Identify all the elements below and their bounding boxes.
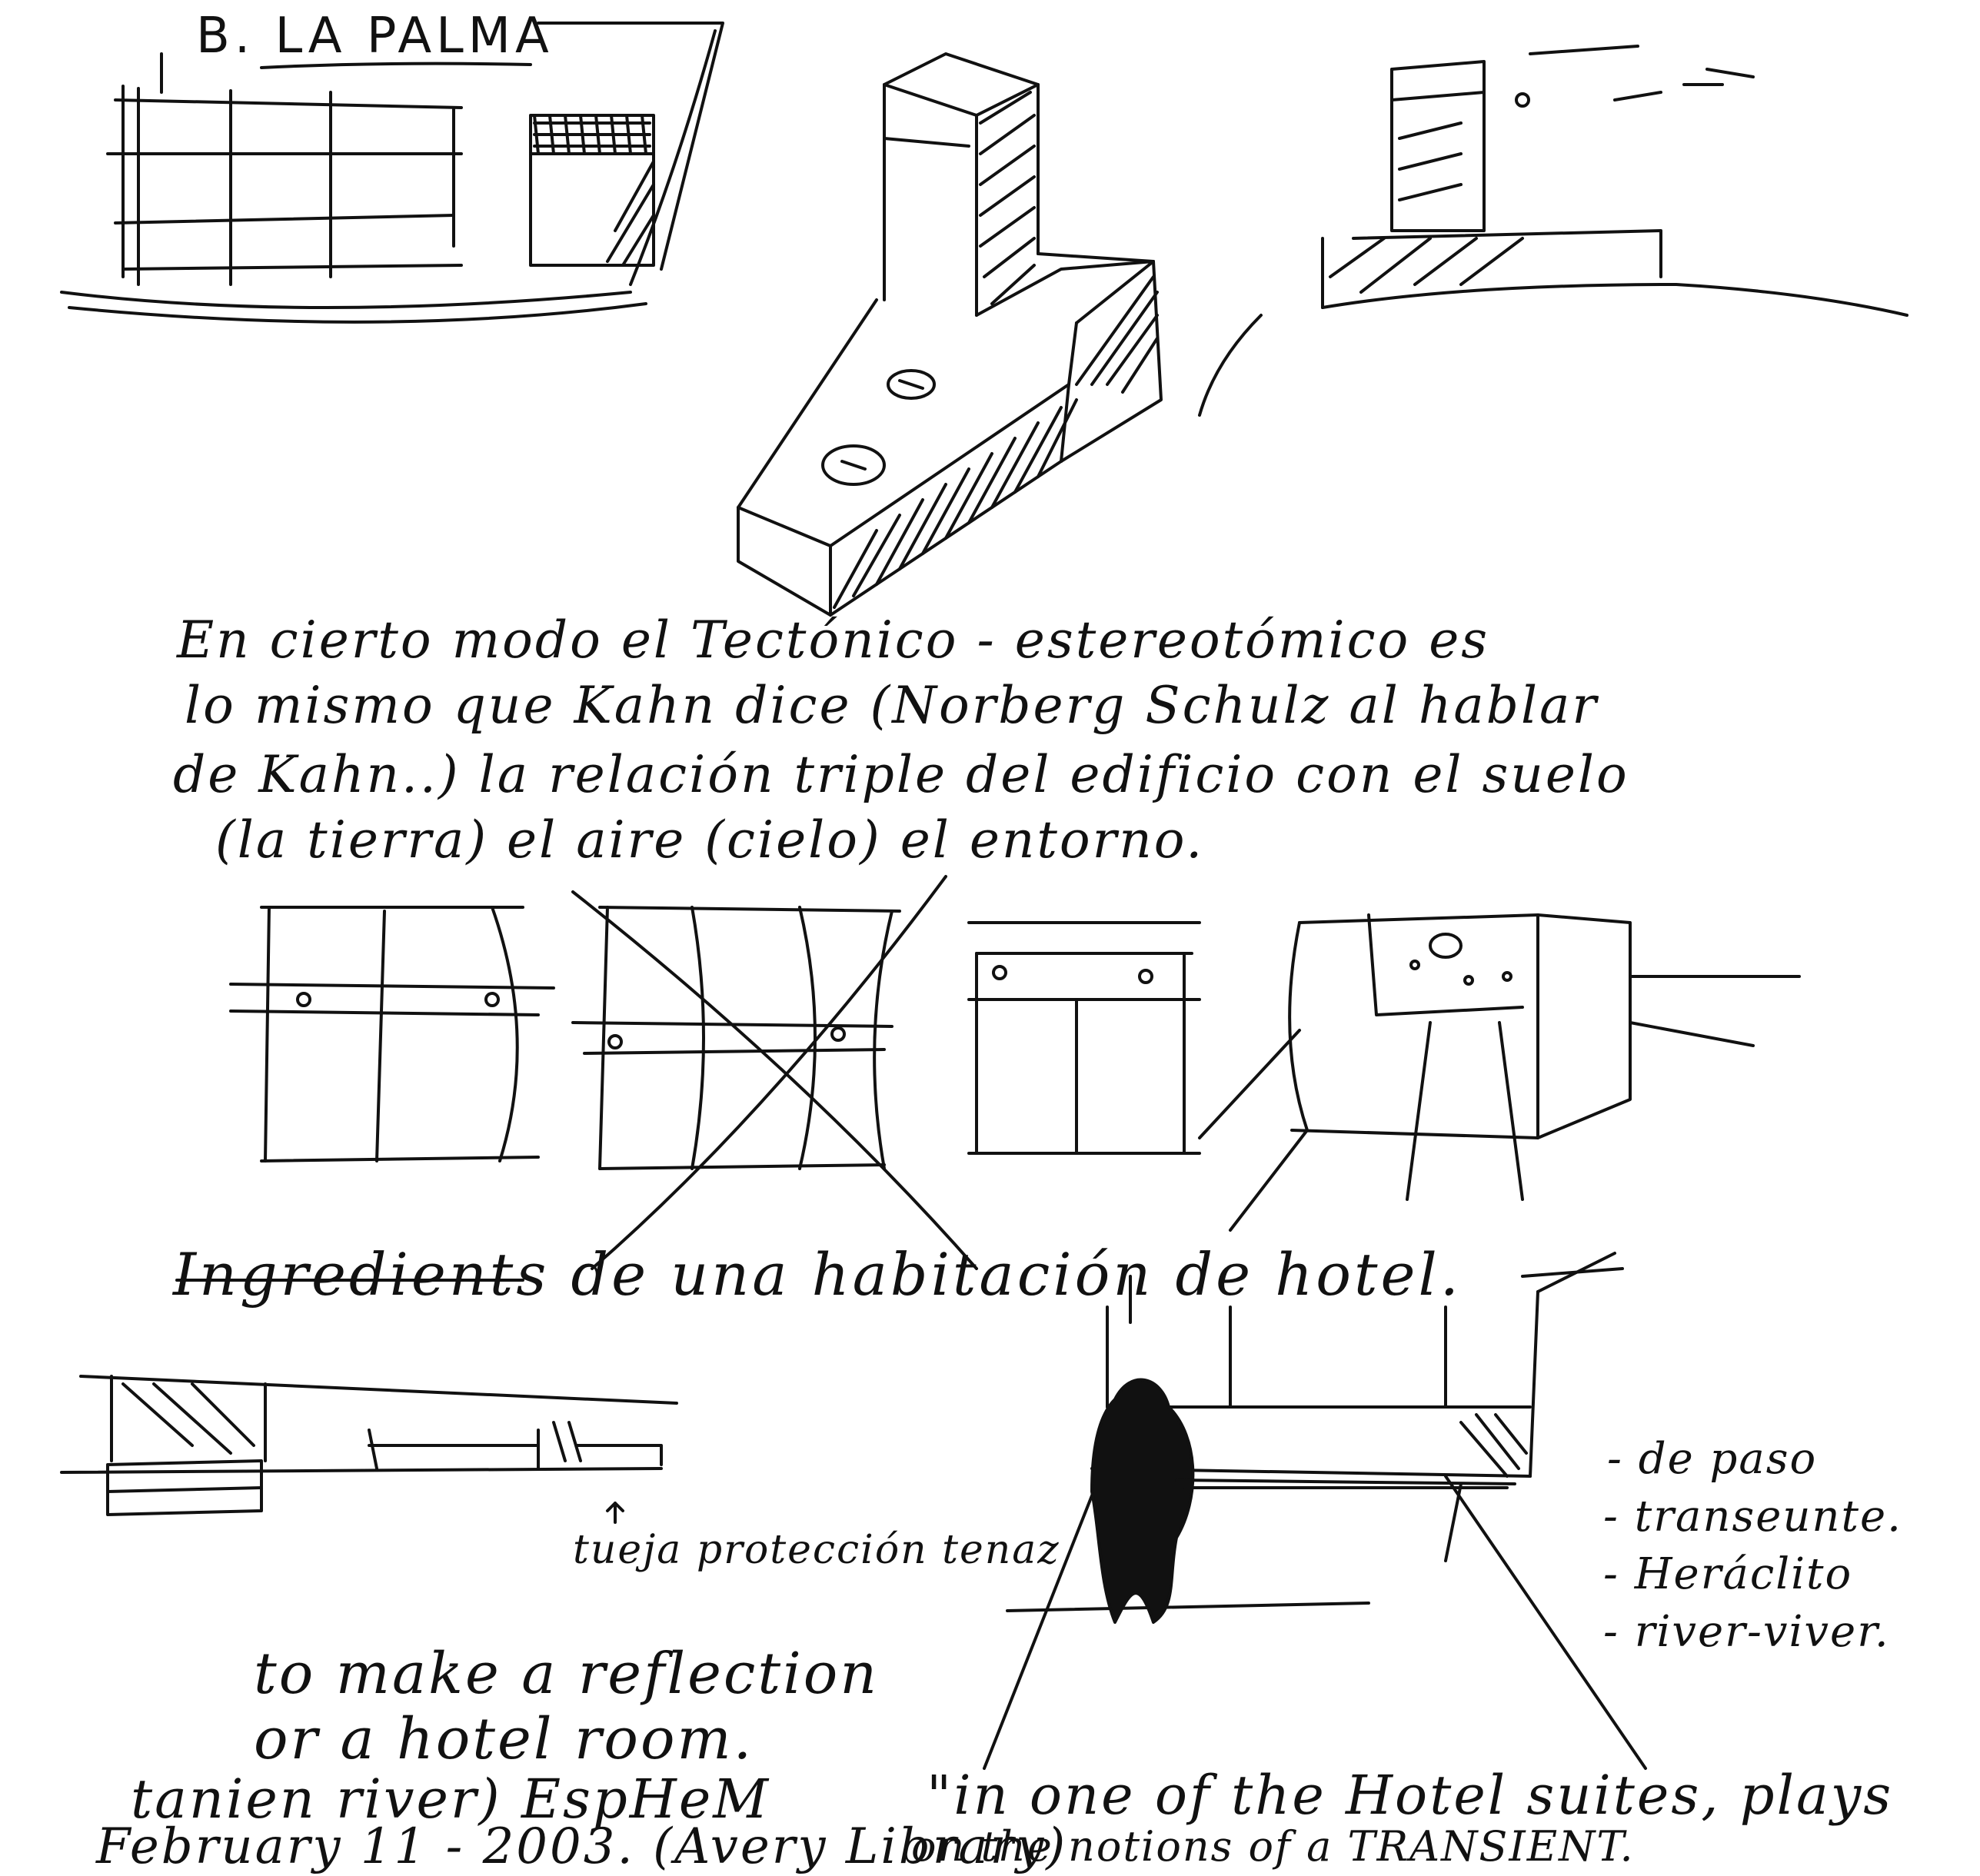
english-line-3: tanien river) EspHeM (131, 1768, 770, 1831)
english-line-1: to make a reflection (254, 1641, 879, 1707)
sentence-line-3: de Kahn..) la relación triple del edificio con el suelo (173, 745, 1629, 804)
sketch-isometric-block (738, 54, 1161, 615)
quote-line-2: on the notions of a TRANSIENT. (911, 1822, 1635, 1871)
sketch-facade-3 (969, 923, 1200, 1153)
sketch-facade-2-crossed (573, 876, 977, 1269)
quote-line-1: "in one of the Hotel suites, plays (927, 1764, 1894, 1827)
sketch-title: B. LA PALMA (196, 8, 554, 65)
side-note-4: - river-viver. (1603, 1607, 1890, 1657)
ingredients-heading: Ingredients de una habitación de hotel. (173, 1240, 1462, 1309)
sketch-roof-section (62, 1376, 677, 1522)
english-line-2: or a hotel room. (254, 1706, 754, 1772)
roof-protection-note: tueja protección tenaz (573, 1527, 1060, 1573)
side-note-1: - de paso (1607, 1434, 1818, 1484)
sketch-elevation-grid (62, 23, 723, 322)
sketch-tower-terrain (1200, 46, 1907, 415)
sketch-facade-1 (231, 907, 554, 1161)
sentence-line-1: En cierto modo el Tectónico - estereotómico es (177, 610, 1490, 670)
sentence-line-2: lo mismo que Kahn dice (Norberg Schulz al hablar (185, 676, 1599, 735)
side-note-2: - transeunte. (1603, 1492, 1902, 1542)
side-note-3: - Heráclito (1603, 1549, 1853, 1599)
date-line: February 11 - 2003. (Avery Library) (96, 1818, 1068, 1875)
sentence-line-4: (la tierra) el aire (cielo) el entorno. (215, 810, 1205, 870)
sketch-facade-4-perspective (1200, 915, 1799, 1230)
sketch-hotel-room (984, 1253, 1646, 1768)
